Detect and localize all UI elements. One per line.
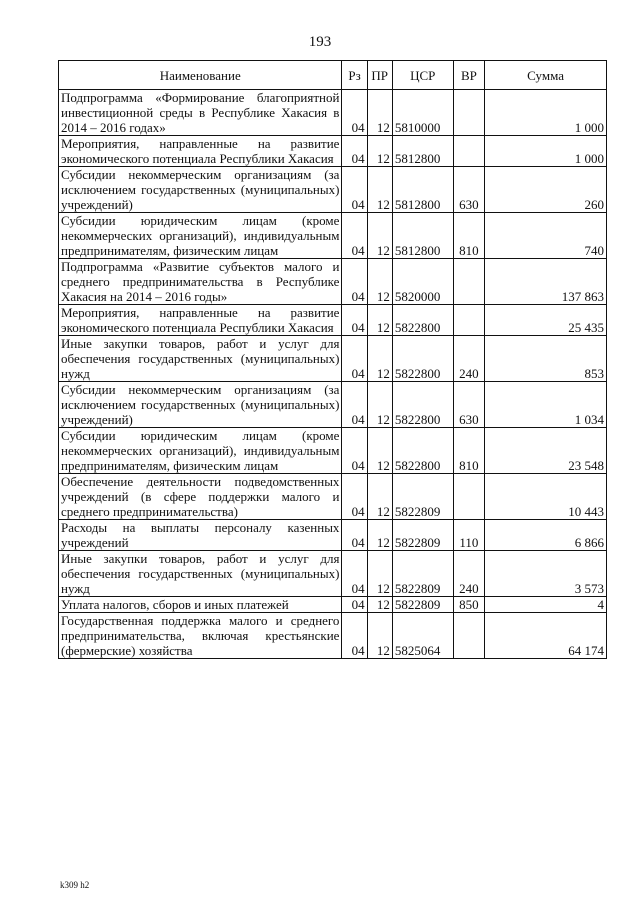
cell-sum: 1 000	[485, 90, 607, 136]
cell-sum: 260	[485, 167, 607, 213]
table-header-row	[59, 61, 607, 90]
cell-vr: 810	[453, 428, 484, 474]
cell-sum: 10 443	[485, 474, 607, 520]
cell-sum: 6 866	[485, 520, 607, 551]
cell-rz: 04	[342, 90, 367, 136]
table-row	[59, 597, 607, 613]
cell-name: Субсидии некоммерческим организациям (за исключением государственных (муниципальных) учреждений)	[59, 167, 342, 213]
cell-csr: 5812800	[392, 213, 453, 259]
cell-rz: 04	[342, 382, 367, 428]
page-number: 193	[308, 34, 332, 50]
cell-vr: 630	[453, 382, 484, 428]
cell-vr	[453, 305, 484, 336]
cell-csr: 5812800	[392, 136, 453, 167]
table-row	[59, 551, 607, 597]
table-row	[59, 259, 607, 305]
cell-sum: 25 435	[485, 305, 607, 336]
cell-rz: 04	[342, 474, 367, 520]
cell-pr: 12	[367, 336, 392, 382]
cell-pr: 12	[367, 613, 392, 659]
cell-name: Государственная поддержка малого и среднего предпринимательства, включая крестьянские (фермерские) хозяйства	[59, 613, 342, 659]
table-row	[59, 474, 607, 520]
cell-rz: 04	[342, 305, 367, 336]
header-vr: ВР	[453, 61, 484, 90]
cell-csr: 5822809	[392, 597, 453, 613]
header-csr: ЦСР	[392, 61, 453, 90]
cell-vr	[453, 474, 484, 520]
cell-name: Субсидии юридическим лицам (кроме некоммерческих организаций), индивидуальным предпринимателям, физическим лицам	[59, 428, 342, 474]
table-row	[59, 336, 607, 382]
cell-name: Подпрограмма «Формирование благоприятной инвестиционной среды в Республике Хакасия в 2014 – 2016 годах»	[59, 90, 342, 136]
cell-csr: 5810000	[392, 90, 453, 136]
cell-csr: 5812800	[392, 167, 453, 213]
cell-sum: 1 034	[485, 382, 607, 428]
header-rz: Рз	[342, 61, 367, 90]
cell-pr: 12	[367, 259, 392, 305]
cell-rz: 04	[342, 259, 367, 305]
cell-name: Уплата налогов, сборов и иных платежей	[59, 597, 342, 613]
cell-rz: 04	[342, 213, 367, 259]
table-row	[59, 428, 607, 474]
cell-rz: 04	[342, 613, 367, 659]
cell-csr: 5820000	[392, 259, 453, 305]
cell-name: Мероприятия, направленные на развитие экономического потенциала Республики Хакасия	[59, 136, 342, 167]
cell-csr: 5822809	[392, 551, 453, 597]
table-row	[59, 167, 607, 213]
cell-vr: 630	[453, 167, 484, 213]
cell-vr	[453, 613, 484, 659]
cell-pr: 12	[367, 551, 392, 597]
budget-table	[58, 60, 607, 659]
cell-pr: 12	[367, 305, 392, 336]
cell-pr: 12	[367, 167, 392, 213]
cell-rz: 04	[342, 520, 367, 551]
cell-name: Расходы на выплаты персоналу казенных учреждений	[59, 520, 342, 551]
header-name: Наименование	[59, 61, 342, 90]
cell-sum: 740	[485, 213, 607, 259]
cell-rz: 04	[342, 136, 367, 167]
cell-rz: 04	[342, 597, 367, 613]
cell-sum: 64 174	[485, 613, 607, 659]
cell-pr: 12	[367, 474, 392, 520]
cell-name: Подпрограмма «Развитие субъектов малого и среднего предпринимательства в Республике Хакасия на 2014 – 2016 годы»	[59, 259, 342, 305]
cell-sum: 137 863	[485, 259, 607, 305]
cell-name: Субсидии некоммерческим организациям (за исключением государственных (муниципальных) учреждений)	[59, 382, 342, 428]
table-row	[59, 382, 607, 428]
cell-sum: 4	[485, 597, 607, 613]
cell-vr	[453, 259, 484, 305]
cell-sum: 23 548	[485, 428, 607, 474]
cell-vr: 240	[453, 551, 484, 597]
cell-name: Иные закупки товаров, работ и услуг для обеспечения государственных (муниципальных) нужд	[59, 336, 342, 382]
cell-csr: 5825064	[392, 613, 453, 659]
cell-csr: 5822800	[392, 336, 453, 382]
cell-sum: 1 000	[485, 136, 607, 167]
cell-vr	[453, 136, 484, 167]
table-row	[59, 213, 607, 259]
cell-name: Иные закупки товаров, работ и услуг для обеспечения государственных (муниципальных) нужд	[59, 551, 342, 597]
cell-vr: 110	[453, 520, 484, 551]
cell-pr: 12	[367, 597, 392, 613]
cell-sum: 3 573	[485, 551, 607, 597]
cell-csr: 5822800	[392, 382, 453, 428]
cell-pr: 12	[367, 382, 392, 428]
footer-code: k309 h2	[60, 880, 90, 890]
cell-pr: 12	[367, 520, 392, 551]
cell-csr: 5822800	[392, 428, 453, 474]
cell-pr: 12	[367, 213, 392, 259]
cell-vr: 240	[453, 336, 484, 382]
cell-rz: 04	[342, 167, 367, 213]
cell-vr	[453, 90, 484, 136]
table-row	[59, 520, 607, 551]
cell-vr: 850	[453, 597, 484, 613]
table-row	[59, 136, 607, 167]
cell-name: Мероприятия, направленные на развитие экономического потенциала Республики Хакасия	[59, 305, 342, 336]
cell-pr: 12	[367, 90, 392, 136]
table-row	[59, 613, 607, 659]
cell-vr: 810	[453, 213, 484, 259]
cell-rz: 04	[342, 428, 367, 474]
cell-rz: 04	[342, 336, 367, 382]
cell-rz: 04	[342, 551, 367, 597]
cell-csr: 5822809	[392, 474, 453, 520]
cell-pr: 12	[367, 428, 392, 474]
cell-csr: 5822800	[392, 305, 453, 336]
cell-name: Субсидии юридическим лицам (кроме некоммерческих организаций), индивидуальным предпринимателям, физическим лицам	[59, 213, 342, 259]
cell-sum: 853	[485, 336, 607, 382]
header-sum: Сумма	[485, 61, 607, 90]
table-row	[59, 305, 607, 336]
cell-pr: 12	[367, 136, 392, 167]
table-row	[59, 90, 607, 136]
cell-name: Обеспечение деятельности подведомственных учреждений (в сфере поддержки малого и среднего предпринимательства)	[59, 474, 342, 520]
cell-csr: 5822809	[392, 520, 453, 551]
header-pr: ПР	[367, 61, 392, 90]
